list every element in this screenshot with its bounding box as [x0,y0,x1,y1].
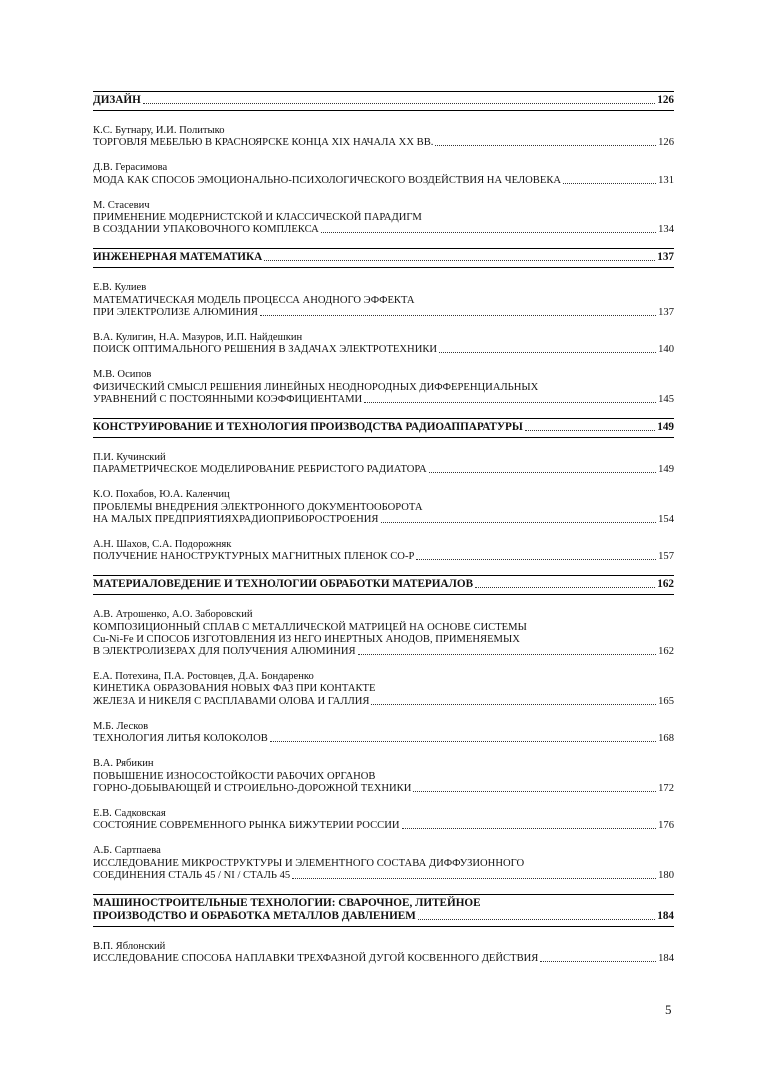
entry-title: ЖЕЛЕЗА И НИКЕЛЯ С РАСПЛАВАМИ ОЛОВА И ГАЛЛИЯ [93,695,370,707]
section-heading [93,576,674,594]
toc-entry [93,808,674,832]
section-heading [93,895,674,926]
entry-title-line: ПРОБЛЕМЫ ВНЕДРЕНИЯ ЭЛЕКТРОННОГО ДОКУМЕНТООБОРОТА [93,501,423,513]
entry-page: 131 [658,174,674,186]
section-divider [93,594,674,595]
entry-page: 149 [658,464,674,476]
toc-entry [93,845,674,882]
entry-page: 145 [658,393,674,405]
dot-leader [413,791,656,792]
page-number: 5 [665,1002,672,1017]
toc-entry [93,539,674,563]
toc-section [93,248,674,406]
entry-page: 140 [658,344,674,356]
dot-leader [540,961,656,962]
entry-page: 184 [658,953,674,965]
toc-entry [93,758,674,795]
entry-title-line: КИНЕТИКА ОБРАЗОВАНИЯ НОВЫХ ФАЗ ПРИ КОНТАКТЕ [93,683,376,695]
entry-authors: Д.В. Герасимова [93,162,168,174]
entry-authors: Е.А. Потехина, П.А. Ростовцев, Д.А. Бондаренко [93,671,314,683]
entry-title-row [93,783,674,795]
entry-authors: В.А. Рябикин [93,758,154,770]
dot-leader [402,828,657,829]
dot-leader [429,472,657,473]
entry-page: 165 [658,695,674,707]
toc-section [93,894,674,965]
entry-page: 176 [658,820,674,832]
entry-title: В СОЗДАНИИ УПАКОВОЧНОГО КОМПЛЕКСА [93,224,319,236]
section-title-row [93,421,674,434]
entry-authors: К.С. Бутнару, И.И. Политыко [93,125,225,136]
entry-title: В ЭЛЕКТРОЛИЗЕРАХ ДЛЯ ПОЛУЧЕНИЯ АЛЮМИНИЯ [93,646,356,658]
entry-title-row [93,394,674,406]
section-page: 126 [657,94,674,106]
entry-title-row [93,137,674,149]
entry-title: СОСТОЯНИЕ СОВРЕМЕННОГО РЫНКА БИЖУТЕРИИ РОССИИ [93,820,400,832]
toc-section [93,91,674,236]
dot-leader [260,315,656,316]
entry-title-line: ПОВЫШЕНИЕ ИЗНОСОСТОЙКОСТИ РАБОЧИХ ОРГАНОВ [93,770,376,782]
entry-authors: М. Стасевич [93,199,150,211]
entry-title: МОДА КАК СПОСОБ ЭМОЦИОНАЛЬНО-ПСИХОЛОГИЧЕСКОГО ВОЗДЕЙСТВИЯ НА ЧЕЛОВЕКА [93,174,562,186]
entry-page: 154 [658,513,674,525]
toc-entry [93,489,674,526]
entry-authors: В.П. Яблонский [93,940,166,952]
entry-title: ТЕХНОЛОГИЯ ЛИТЬЯ КОЛОКОЛОВ [93,733,268,745]
dot-leader [435,145,656,146]
section-divider [93,110,674,111]
toc-entry [93,609,674,658]
entry-title-row [93,514,674,526]
section-title: ИНЖЕНЕРНАЯ МАТЕМАТИКА [93,251,263,264]
dot-leader [418,919,655,920]
entry-title-row [93,224,674,236]
section-title-row [93,578,674,591]
toc-entry [93,162,674,186]
entry-title-line: ИССЛЕДОВАНИЕ МИКРОСТРУКТУРЫ И ЭЛЕМЕНТНОГО СОСТАВА ДИФФУЗИОННОГО [93,857,525,869]
toc-entry [93,941,674,965]
entry-title: ПРИ ЭЛЕКТРОЛИЗЕ АЛЮМИНИЯ [93,306,258,318]
toc-entry [93,200,674,237]
dot-leader [358,654,657,655]
toc-entry [93,282,674,319]
entry-authors: М.Б. Лесков [93,720,149,732]
dot-leader [371,704,656,705]
entry-authors: М.В. Осипов [93,369,152,381]
section-title-line: МАШИНОСТРОИТЕЛЬНЫЕ ТЕХНОЛОГИИ: СВАРОЧНОЕ, ЛИТЕЙНОЕ [93,896,481,909]
entry-title-row [93,953,674,965]
dot-leader [364,402,656,403]
section-title: МАТЕРИАЛОВЕДЕНИЕ И ТЕХНОЛОГИИ ОБРАБОТКИ МАТЕРИАЛОВ [93,578,474,591]
section-divider [93,267,674,268]
toc-section [93,575,674,881]
section-title: ДИЗАЙН [93,94,141,106]
section-heading [93,419,674,437]
entry-authors: П.И. Кучинский [93,452,166,464]
entry-title-line: МАТЕМАТИЧЕСКАЯ МОДЕЛЬ ПРОЦЕССА АНОДНОГО ЭФФЕКТА [93,294,415,306]
toc-entry [93,671,674,708]
dot-leader [525,430,655,431]
dot-leader [264,260,655,261]
entry-page: 168 [658,733,674,745]
toc-entry [93,721,674,745]
entry-title: ПОИСК ОПТИМАЛЬНОГО РЕШЕНИЯ В ЗАДАЧАХ ЭЛЕКТРОТЕХНИКИ [93,344,438,356]
toc-entry [93,369,674,406]
entry-title-row [93,733,674,745]
entry-title-row [93,307,674,319]
entry-authors: Е.В. Садковская [93,807,166,819]
entry-title: НА МАЛЫХ ПРЕДПРИЯТИЯХРАДИОПРИБОРОСТРОЕНИЯ [93,513,379,525]
entry-page: 157 [658,551,674,563]
entry-title-line: ПРИМЕНЕНИЕ МОДЕРНИСТСКОЙ И КЛАССИЧЕСКОЙ ПАРАДИГМ [93,212,422,224]
entry-title: СОЕДИНЕНИЯ СТАЛЬ 45 / NI / СТАЛЬ 45 [93,869,291,881]
entry-title-row [93,696,674,708]
dot-leader [381,522,657,523]
dot-leader [292,878,656,879]
section-page: 149 [657,421,674,434]
entry-title-row [93,551,674,563]
entry-title-row [93,646,674,658]
entry-title: ТОРГОВЛЯ МЕБЕЛЬЮ В КРАСНОЯРСКЕ КОНЦА XIX НАЧАЛА XX ВВ. [93,137,434,149]
section-title: КОНСТРУИРОВАНИЕ И ТЕХНОЛОГИЯ ПРОИЗВОДСТВА РАДИОАППАРАТУРЫ [93,421,523,434]
entry-page: 180 [658,869,674,881]
section-heading [93,92,674,110]
entry-title: ИССЛЕДОВАНИЕ СПОСОБА НАПЛАВКИ ТРЕХФАЗНОЙ ДУГОЙ КОСВЕННОГО ДЕЙСТВИЯ [93,953,539,965]
entry-title: ПАРАМЕТРИЧЕСКОЕ МОДЕЛИРОВАНИЕ РЕБРИСТОГО РАДИАТОРА [93,464,427,476]
entry-authors: К.О. Похабов, Ю.А. Каленчиц [93,489,230,501]
toc-entry [93,332,674,356]
dot-leader [475,587,655,588]
entry-title: ПОЛУЧЕНИЕ НАНОСТРУКТУРНЫХ МАГНИТНЫХ ПЛЕНОК CO-P [93,551,415,563]
entry-title-row [93,464,674,476]
entry-page: 134 [658,224,674,236]
entry-title-line: ФИЗИЧЕСКИЙ СМЫСЛ РЕШЕНИЯ ЛИНЕЙНЫХ НЕОДНОРОДНЫХ ДИФФЕРЕНЦИАЛЬНЫХ [93,381,539,393]
entry-page: 137 [658,306,674,318]
entry-title: УРАВНЕНИЙ С ПОСТОЯННЫМИ КОЭФФИЦИЕНТАМИ [93,393,363,405]
section-title-row [93,910,674,923]
dot-leader [143,103,655,104]
section-title-row [93,94,674,107]
section-heading [93,249,674,267]
toc-section [93,418,674,563]
section-title-row [93,251,674,264]
entry-title-row [93,344,674,356]
dot-leader [563,183,656,184]
section-page: 162 [657,578,674,591]
dot-leader [416,559,656,560]
section-divider [93,926,674,927]
entry-title: ГОРНО-ДОБЫВАЮЩЕЙ И СТРОИЕЛЬНО-ДОРОЖНОЙ ТЕХНИКИ [93,782,412,794]
toc-entry [93,125,674,149]
toc-entry [93,452,674,476]
section-page: 184 [657,909,674,922]
entry-page: 172 [658,782,674,794]
section-page: 137 [657,251,674,264]
entry-authors: В.А. Кулигин, Н.А. Мазуров, И.П. Найдешкин [93,332,303,344]
entry-page: 126 [658,137,674,149]
entry-title-line: КОМПОЗИЦИОННЫЙ СПЛАВ С МЕТАЛЛИЧЕСКОЙ МАТРИЦЕЙ НА ОСНОВЕ СИСТЕМЫ [93,621,527,633]
dot-leader [321,232,656,233]
entry-authors: А.В. Атрошенко, А.О. Заборовский [93,609,253,621]
entry-title-line: Cu-Ni-Fe И СПОСОБ ИЗГОТОВЛЕНИЯ ИЗ НЕГО ИНЕРТНЫХ АНОДОВ, ПРИМЕНЯЕМЫХ [93,633,520,645]
entry-title-row [93,870,674,882]
entry-authors: А.Б. Сартпаева [93,845,161,857]
section-title: ПРОИЗВОДСТВО И ОБРАБОТКА МЕТАЛЛОВ ДАВЛЕНИЕМ [93,909,416,922]
entry-authors: Е.В. Кулиев [93,282,147,294]
entry-title-row [93,175,674,187]
entry-page: 162 [658,646,674,658]
table-of-contents [93,91,674,965]
entry-authors: А.Н. Шахов, С.А. Подорожняк [93,539,232,551]
entry-title-row [93,820,674,832]
section-divider [93,437,674,438]
dot-leader [439,352,656,353]
dot-leader [270,741,656,742]
